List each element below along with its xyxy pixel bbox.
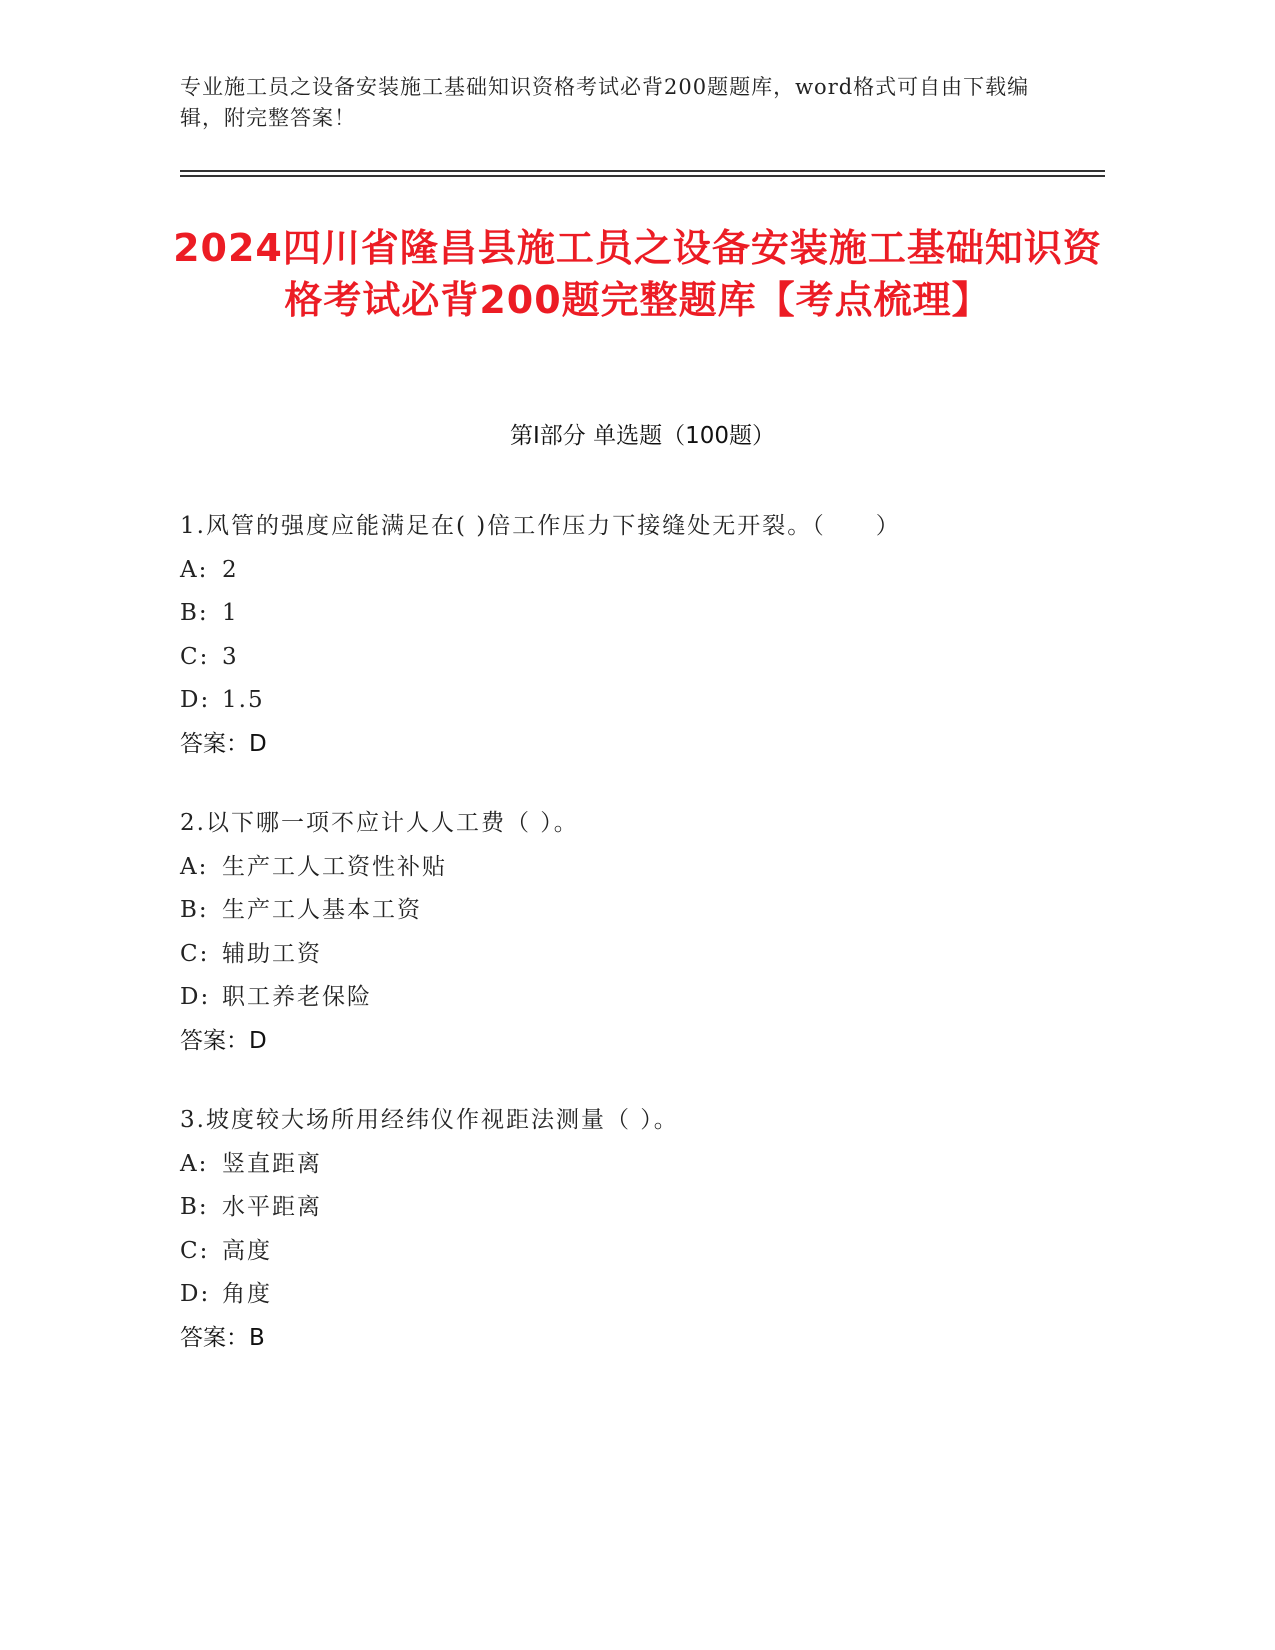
option-key: C:	[180, 643, 210, 670]
option-key: B:	[180, 1194, 209, 1220]
header-note: 专业施工员之设备安装施工基础知识资格考试必背200题题库，word格式可自由下载编辑，附完整答案！	[180, 75, 1030, 130]
option-text: 水平距离	[222, 1194, 322, 1220]
option-text: 1.5	[222, 687, 265, 713]
question-stem: 2.以下哪一项不应计人人工费（ ）。	[180, 810, 579, 836]
header-divider-top	[180, 170, 1105, 172]
question-stem: 1.风管的强度应能满足在( )倍工作压力下接缝处无开裂。（ ）	[180, 513, 901, 539]
option-text: 2	[222, 556, 239, 583]
option-text: 竖直距离	[222, 1150, 322, 1177]
option-c	[180, 636, 1105, 680]
answer-line: 答案：D	[180, 1027, 267, 1054]
option-key: D:	[180, 687, 211, 713]
option-b	[180, 1186, 1105, 1230]
option-text: 职工养老保险	[222, 984, 372, 1010]
option-text: 1	[222, 600, 239, 626]
option-text: 生产工人工资性补贴	[222, 853, 447, 880]
option-text: 高度	[222, 1237, 272, 1264]
option-a	[180, 549, 1105, 593]
header-divider-bottom	[180, 175, 1105, 177]
option-key: C:	[180, 1237, 210, 1264]
option-d	[180, 1273, 1105, 1317]
document-title: 2024四川省隆昌县施工员之设备安装施工基础知识资格考试必背200题完整题库【考点梳理】	[173, 226, 1102, 322]
option-key: D:	[180, 984, 211, 1010]
option-b	[180, 592, 1105, 636]
option-c	[180, 933, 1105, 977]
option-b	[180, 889, 1105, 933]
option-d	[180, 679, 1105, 723]
option-a	[180, 846, 1105, 890]
option-text: 辅助工资	[222, 940, 322, 967]
question-list	[180, 505, 1105, 1396]
option-key: B:	[180, 600, 209, 626]
option-key: A:	[180, 853, 209, 880]
option-key: C:	[180, 940, 210, 967]
option-c	[180, 1230, 1105, 1274]
question-item	[180, 1099, 1105, 1360]
answer-line: 答案：D	[180, 730, 267, 757]
section-title: 第I部分 单选题（100题）	[510, 423, 775, 449]
option-key: A:	[180, 556, 209, 583]
option-text: 3	[222, 643, 239, 670]
option-key: B:	[180, 897, 209, 923]
question-item	[180, 505, 1105, 766]
option-text: 生产工人基本工资	[222, 897, 422, 923]
answer-line: 答案：B	[180, 1324, 265, 1351]
option-text: 角度	[222, 1281, 272, 1307]
option-key: A:	[180, 1150, 209, 1177]
question-item	[180, 802, 1105, 1063]
option-d	[180, 976, 1105, 1020]
question-stem: 3.坡度较大场所用经纬仪作视距法测量（ ）。	[180, 1107, 679, 1133]
option-key: D:	[180, 1281, 211, 1307]
option-a	[180, 1143, 1105, 1187]
